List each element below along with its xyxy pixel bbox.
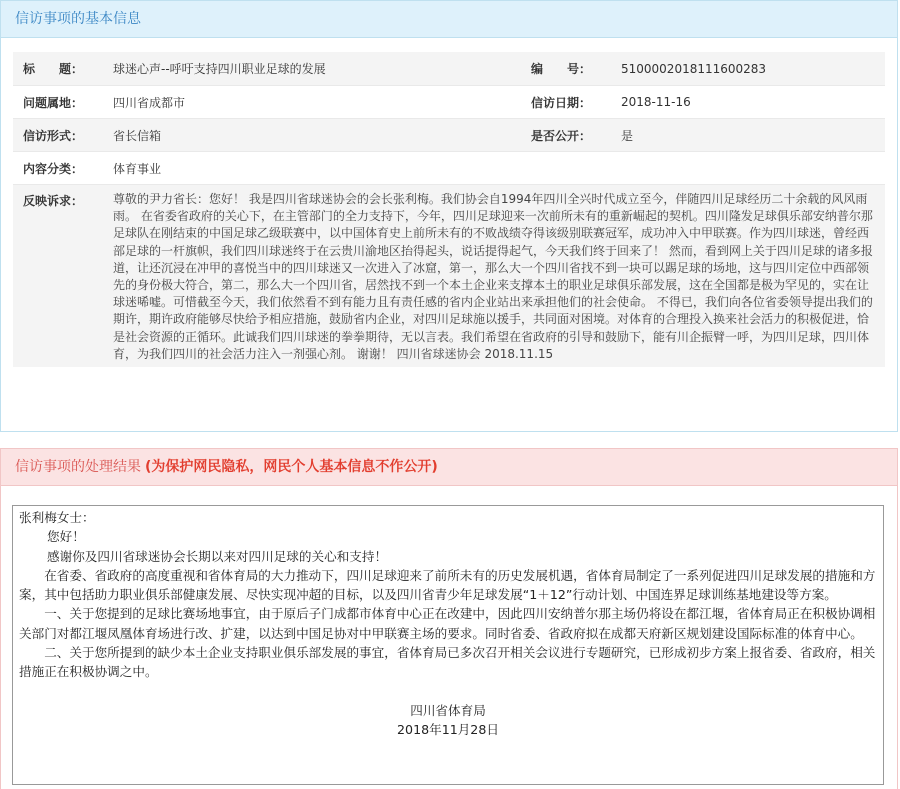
title-label: 标 题：	[23, 62, 84, 76]
info-row-title	[13, 52, 885, 85]
reply-date: 2018年11月28日	[397, 721, 499, 737]
category-value: 体育事业	[113, 161, 162, 176]
reply-box	[12, 505, 884, 785]
date-label: 信访日期：	[531, 95, 592, 110]
category-label: 内容分类：	[23, 161, 84, 176]
reply-greeting: 您好！	[47, 529, 85, 545]
date-value: 2018-11-16	[621, 95, 691, 109]
location-value: 四川省成都市	[113, 95, 186, 110]
basic-info-header: 信访事项的基本信息	[1, 1, 897, 38]
location-label: 问题属地：	[23, 95, 84, 110]
info-row-appeal	[13, 184, 885, 367]
reply-thanks: 感谢你及四川省球迷协会长期以来对四川足球的关心和支持！	[47, 548, 388, 564]
appeal-label: 反映诉求：	[23, 194, 84, 208]
public-value: 是	[621, 128, 634, 143]
reply-paragraph: 在省委、省政府的高度重视和省体育局的大力推动下，四川足球迎来了前所未有的历史发展机遇，省体育局制定了一系列促进四川足球发展的措施和方案，其中包括助力职业俱乐部健康发展、尽快实现冲超的目标，以及四川省青少年足球发展“1＋12”行动计划、中国连界足球训练基地建设等方案。	[19, 567, 876, 603]
result-header	[1, 449, 897, 486]
reply-paragraph: 一、关于您提到的足球比赛场地事宜，由于原后子门成都市体育中心正在改建中，因此四川安纳普尔那主场仍将设在都江堰，省体育局正在积极协调相关部门对都江堰凤凰体育场进行改、扩建，以达到中国足协对中甲联赛主场的要求。同时省委、省政府拟在成都天府新区规划建设国际标准的体育中心。	[19, 606, 876, 641]
public-label: 是否公开：	[531, 128, 592, 143]
reply-salutation: 张利梅女士：	[19, 510, 95, 525]
reply-signature: 四川省体育局	[410, 702, 486, 718]
result-title: 信访事项的处理结果	[15, 459, 141, 475]
info-row-form	[13, 118, 885, 151]
number-label: 编 号：	[531, 62, 592, 76]
form-label: 信访形式：	[23, 128, 84, 143]
info-row-category	[13, 151, 885, 184]
basic-info-table	[13, 52, 885, 367]
number-value: 5100002018111600283	[621, 61, 767, 76]
info-row-location	[13, 85, 885, 118]
form-value: 省长信箱	[113, 128, 162, 143]
privacy-note: (为保护网民隐私，网民个人基本信息不作公开)	[145, 459, 438, 475]
title-value: 球迷心声--呼吁支持四川职业足球的发展	[113, 62, 326, 76]
appeal-text: 尊敬的尹力省长：您好！ 我是四川省球迷协会的会长张利梅。我们协会自1994年四川全兴时代成立至今，伴随四川足球经历二十余载的风风雨雨。 在省委省政府的关心下，在主管部门的全力支持下，今年，四川足球迎来一次前所未有的重新崛起的契机。四川隆发足球俱乐部安纳普尔那足球队在刚结束的中国足球乙级联赛中，以中国体育史上前所未有的不败战绩夺得该级别联赛冠军，成功冲入中甲联赛。作为四川球迷，曾经西部足球的一杆旗帜，我们四川球迷终于在云贵川渝地区抬得起头，说话提得起气，今天我们终于回来了！ 然而，看到网上关于四川足球的诸多报道，让还沉浸在冲甲的喜悦当中的四川球迷又一次进入了冰窟，第一，那么大一个四川省找不到一块可以踢足球的场地，这与四川定位中西部领先的身份极大符合，第二，那么大一个四川省，居然找不到一个本土企业来支撑本土的职业足球俱乐部发展，这在全国都是极为罕见的，实在让球迷唏嘘。可惜截至今天，我们依然看不到有能力且有责任感的省内企业站出来承担他们的社会使命。 不得已，我们向各位省委领导提出我们的期许，期许政府能够尽快给予相应措施，鼓励省内企业，对四川足球施以援手，共同面对困境。对体育的合理投入换来社会活力的积极促进，恰是社会资源的正循环。此诚我们四川球迷的拳拳期待，无以言表。我们希望在省政府的引导和鼓励下，能有川企振臂一呼，为四川足球，四川体育，为我们四川的社会活力注入一剂强心剂。 谢谢！ 四川省球迷协会 2018.11.15	[113, 192, 873, 361]
reply-paragraph: 二、关于您所提到的缺少本土企业支持职业俱乐部发展的事宜，省体育局已多次召开相关会议进行专题研究，已形成初步方案上报省委、省政府，相关措施正在积极协调之中。	[19, 645, 876, 680]
